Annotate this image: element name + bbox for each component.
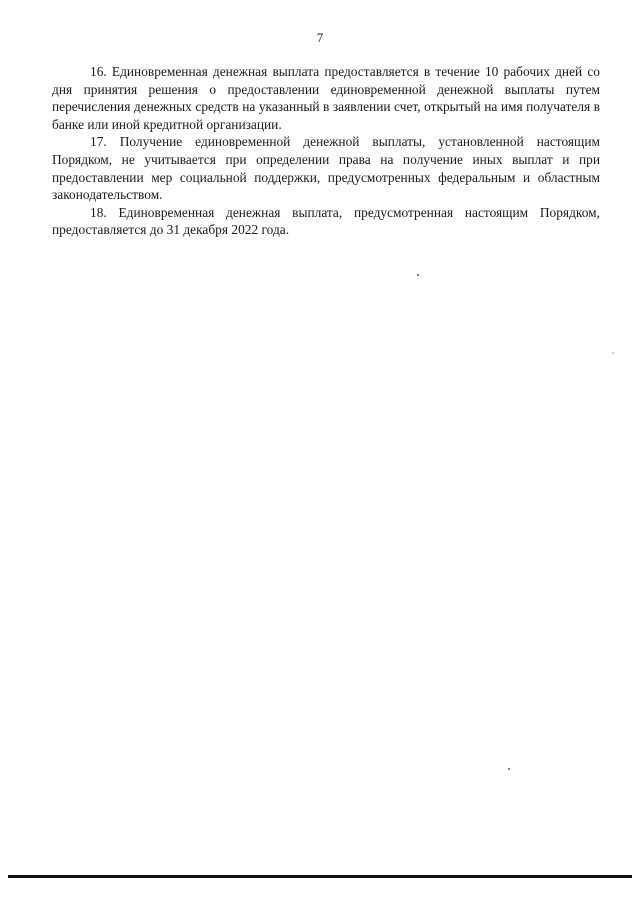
scan-speck [417,274,419,276]
document-body [52,63,600,239]
scan-speck [612,352,614,354]
scan-speck [508,768,510,770]
paragraph-16: 16. Единовременная денежная выплата предоставляется в течение 10 рабочих дней со дня принятия решения о предоставлении единовременной денежной выплаты путем перечисления денежных средств на указанный в заявлении счет, открытый на имя получателя в банке или иной кредитной организации. [52,64,600,132]
page-number: 7 [316,30,324,45]
paragraph-17: 17. Получение единовременной денежной выплаты, установленной настоящим Порядком, не учитывается при определении права на получение иных выплат и при предоставлении мер социальной поддержки, предусмотренных федеральным и областным законодательством. [52,134,600,203]
footer-rule [8,875,632,878]
paragraph-18: 18. Единовременная денежная выплата, предусмотренная настоящим Порядком, предоставляется до 31 декабря 2022 года. [52,204,600,238]
